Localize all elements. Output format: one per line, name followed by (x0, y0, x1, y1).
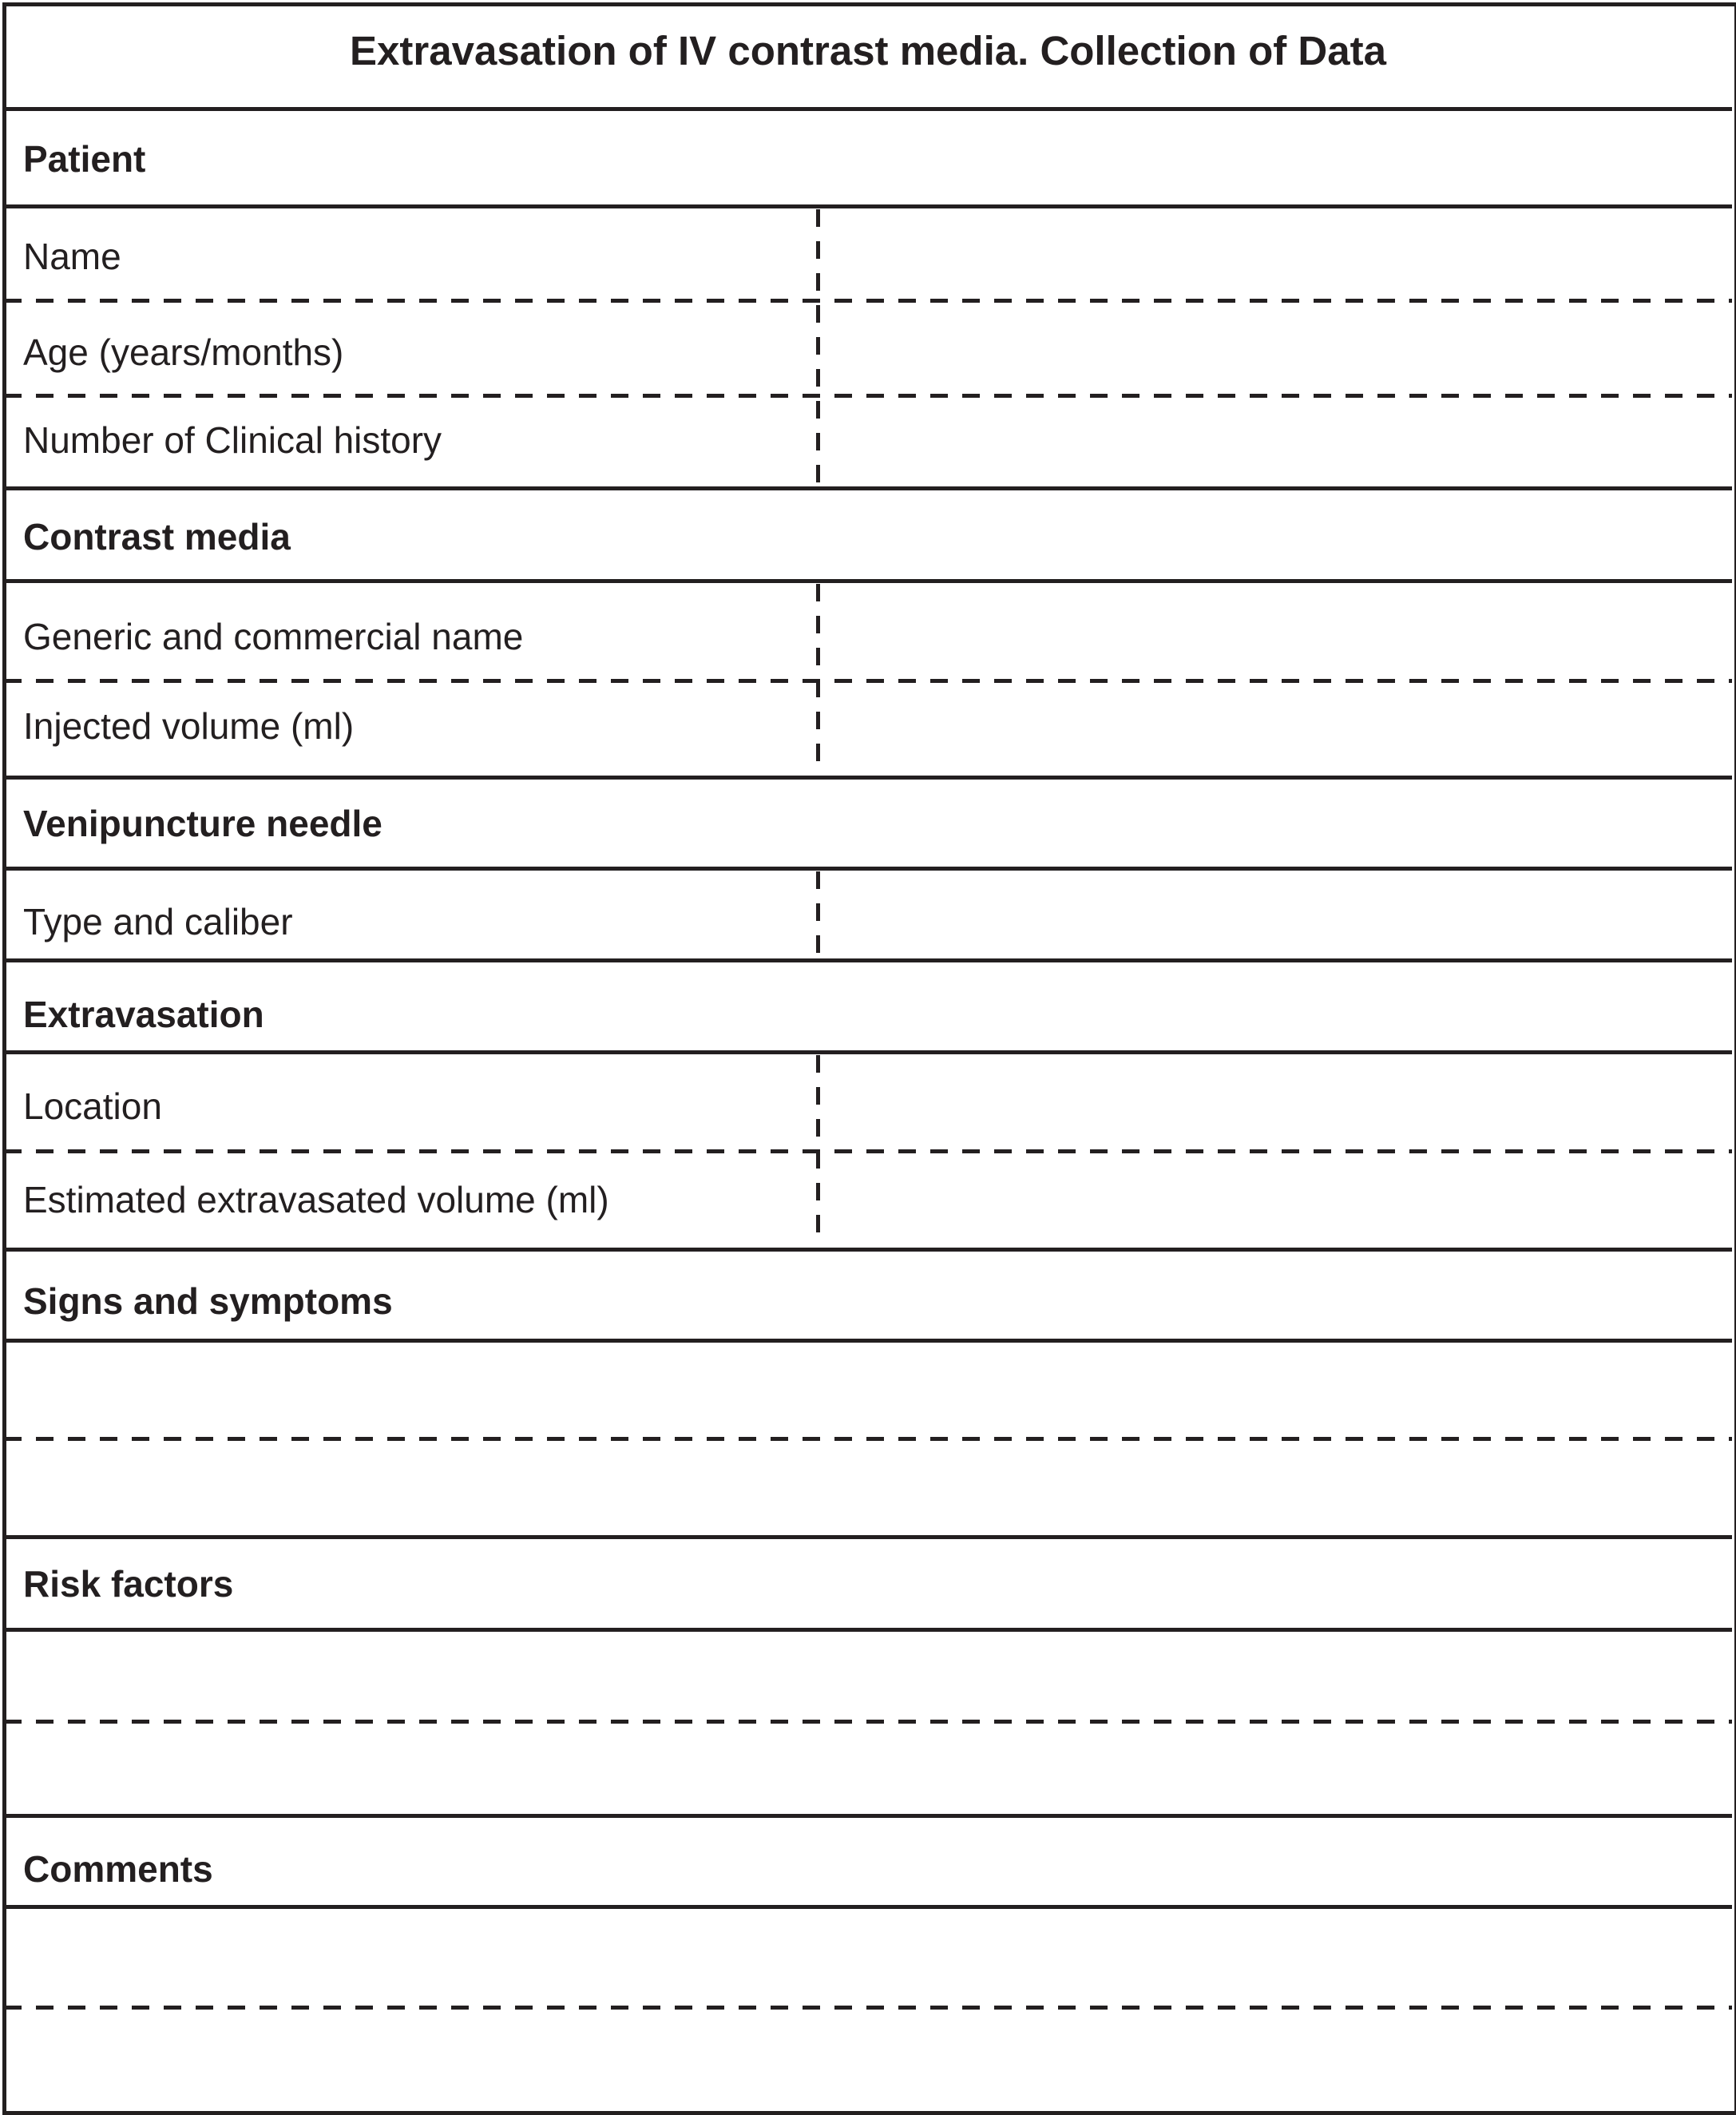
field-label-injected-volume: Injected volume (ml) (23, 704, 354, 748)
form-title: Extravasation of IV contrast media. Collection of Data (0, 27, 1736, 74)
field-label-location: Location (23, 1085, 162, 1128)
column-separator (816, 209, 820, 489)
section-divider (4, 1814, 1732, 1818)
field-label-generic-commercial-name: Generic and commercial name (23, 615, 523, 658)
section-heading-extravasation: Extravasation (23, 993, 264, 1036)
field-label-estimated-extravasated-volume: Estimated extravasated volume (ml) (23, 1178, 609, 1221)
field-label-name: Name (23, 235, 121, 278)
section-divider (4, 1050, 1732, 1054)
section-heading-patient: Patient (23, 137, 145, 181)
field-value-age[interactable] (830, 318, 1717, 390)
section-divider (4, 958, 1732, 962)
row-separator (4, 1720, 1732, 1724)
field-label-type-and-caliber: Type and caliber (23, 900, 293, 943)
field-value-name[interactable] (830, 225, 1717, 297)
field-value-clinical-history-number[interactable] (830, 407, 1717, 479)
signs-and-symptoms-line-1[interactable] (16, 1350, 1717, 1430)
section-divider (4, 1905, 1732, 1909)
section-divider (4, 579, 1732, 583)
title-divider (4, 107, 1732, 111)
field-label-clinical-history-number: Number of Clinical history (23, 419, 442, 462)
risk-factors-line-1[interactable] (16, 1637, 1717, 1717)
column-separator (816, 1055, 820, 1239)
section-divider (4, 1248, 1732, 1252)
row-separator (4, 299, 1732, 303)
field-value-type-and-caliber[interactable] (830, 883, 1717, 954)
section-divider (4, 1535, 1732, 1539)
section-heading-comments: Comments (23, 1847, 213, 1891)
section-divider (4, 486, 1732, 490)
row-separator (4, 2006, 1732, 2010)
section-divider (4, 1628, 1732, 1632)
column-separator (816, 584, 820, 768)
section-heading-signs-and-symptoms: Signs and symptoms (23, 1280, 393, 1323)
row-separator (4, 1437, 1732, 1441)
field-value-injected-volume[interactable] (830, 692, 1717, 764)
row-separator (4, 394, 1732, 398)
section-divider (4, 776, 1732, 780)
field-value-location[interactable] (830, 1070, 1717, 1142)
comments-line-2[interactable] (16, 2017, 1717, 2097)
field-value-generic-commercial-name[interactable] (830, 597, 1717, 669)
row-separator (4, 1149, 1732, 1153)
section-divider (4, 204, 1732, 208)
section-heading-risk-factors: Risk factors (23, 1562, 233, 1605)
signs-and-symptoms-line-2[interactable] (16, 1447, 1717, 1527)
section-heading-venipuncture-needle: Venipuncture needle (23, 802, 382, 845)
section-heading-contrast-media: Contrast media (23, 515, 291, 558)
column-separator (816, 871, 820, 956)
field-label-age: Age (years/months) (23, 331, 343, 374)
risk-factors-line-2[interactable] (16, 1729, 1717, 1809)
comments-line-1[interactable] (16, 1917, 1717, 1997)
section-divider (4, 867, 1732, 871)
row-separator (4, 679, 1732, 683)
field-value-estimated-extravasated-volume[interactable] (830, 1166, 1717, 1238)
section-divider (4, 1339, 1732, 1343)
